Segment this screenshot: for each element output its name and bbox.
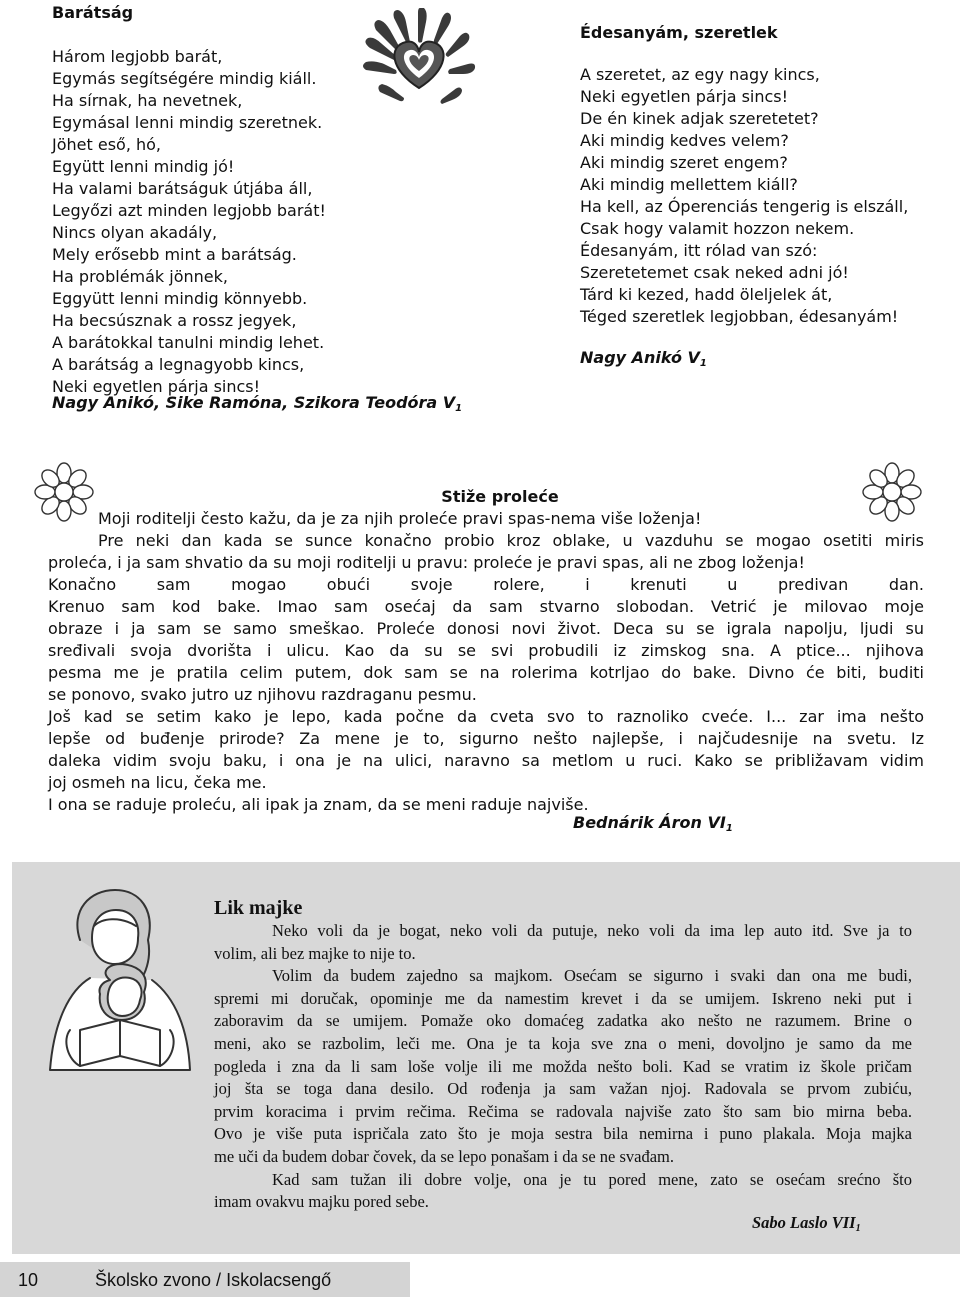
poem-line: Nincs olyan akadály, bbox=[52, 223, 218, 242]
paragraph-line: se ponovo, svako jutro uz njihovu razdraganu pesmu. bbox=[48, 685, 477, 704]
poem-line: Neki egyetlen párja sincs! bbox=[580, 87, 789, 106]
page-number: 10 bbox=[18, 1270, 39, 1290]
poem-line: Együtt lenni mindig jó! bbox=[52, 157, 235, 176]
paragraph-line: I ona se raduje proleću, ali ipak ja znam, da se meni raduje najviše. bbox=[48, 795, 589, 814]
poem-line: Eggyütt lenni mindig könnyebb. bbox=[52, 289, 308, 308]
paragraph-line: volim, ali bez majke to nije to. bbox=[214, 943, 416, 963]
paragraph-line: Konačno sam mogao obući svoje rolere, i krenuti u predivan dan. bbox=[48, 575, 924, 594]
poem-line: Tárd ki kezed, hadd öleljelek át, bbox=[580, 285, 833, 304]
paragraph-line: Pre neki dan kada se sunce konačno probio kroz oblake, u vazduhu se mogao osetiti miris bbox=[98, 531, 924, 550]
poem-line: A barátság a legnagyobb kincs, bbox=[52, 355, 305, 374]
poem-line: Jöhet eső, hó, bbox=[52, 135, 162, 154]
story2-author: Sabo Laslo $VII_1$ bbox=[752, 1213, 861, 1234]
paragraph-line: Kad sam tužan ili dobre volje, ona je tu pored mene, zato se osećam srećno što bbox=[272, 1169, 912, 1189]
poem-line: Egymásal lenni mindig szeretnek. bbox=[52, 113, 323, 132]
paragraph-line: joj šta se toga dana desilo. Od rođenja ja sam važan njoj. Radovala se prvom zubiću, bbox=[214, 1079, 912, 1099]
poem-line: Aki mindig mellettem kiáll? bbox=[580, 175, 798, 194]
paragraph-line: imam ovakvu majku pored sebe. bbox=[214, 1192, 429, 1212]
paragraph-line: Volim da budem zajedno sa majkom. Osećam se sigurno i svaki dan ona me budi, bbox=[272, 966, 912, 986]
paragraph-line: lepše od buđenje prirode? Za mene je to, sigurno nešto najlepše, i najčudesnije na svetu. Iz bbox=[48, 729, 924, 748]
paragraph-line: daleka vidim svoju baku, i ona je na ulici, naravno sa metlom u ruci. Kako se približavam vidim bbox=[48, 751, 924, 770]
poem-line: Ha kell, az Óperenciás tengerig is elszáll, bbox=[580, 197, 909, 216]
paragraph-line: prvim koracima i prvim rečima. Rečima se radovala najviše zato što sam bio mirna beba. bbox=[214, 1101, 912, 1121]
poem-line: Mely erősebb mint a barátság. bbox=[52, 245, 297, 264]
mother-child-reading-icon bbox=[40, 880, 210, 1080]
poem-line: A barátokkal tanulni mindig lehet. bbox=[52, 333, 325, 352]
paragraph-line: proleća, i ja sam shvatio da su moji roditelji u pravu: proleće je pravi spas, ali ne zbog loženja! bbox=[48, 553, 805, 572]
poem-line: Ha sírnak, ha nevetnek, bbox=[52, 91, 243, 110]
paragraph-line: pogleda i zna da li sam loše volje ili me možda nešto boli. Kad se vratim iz škole pričam bbox=[214, 1056, 912, 1076]
poem-line: Ha becsúsznak a rossz jegyek, bbox=[52, 311, 297, 330]
poem-line: Ha problémák jönnek, bbox=[52, 267, 228, 286]
poem-line: Neki egyetlen párja sincs! bbox=[52, 377, 261, 396]
paragraph-line: me uči da budem dobar čovek, da se lepo ponašam i da se ne svađam. bbox=[214, 1146, 675, 1166]
story2-title: Lik majke bbox=[214, 897, 303, 919]
poem1-title: Barátság bbox=[52, 3, 134, 22]
poem1-author: Nagy Anikó, Sike Ramóna, Szikora Teodóra $V_1$ bbox=[52, 393, 463, 414]
paragraph-line: Neko voli da je bogat, neko voli da putuje, neko voli da ima lep auto itd. Sve ja to bbox=[272, 921, 912, 940]
paragraph-line: Ovo je više puta ispričala zato što je moja sestra bila nemirna i puno plakala. Moja majka bbox=[214, 1124, 912, 1144]
poem-line: Legyőzi azt minden legjobb barát! bbox=[52, 201, 326, 220]
poem-line: Ha valami barátságuk útjába áll, bbox=[52, 179, 313, 198]
poem-line: Aki mindig szeret engem? bbox=[580, 153, 788, 172]
paragraph-line: meni, ako se razbolim, leči me. Ona je ta koja sve zna o meni, dovoljno je samo da me bbox=[214, 1033, 912, 1053]
paragraph-line: spremi mi doručak, opominje me da namestim krevet i da se umijem. Iskreno neki put i bbox=[214, 988, 912, 1008]
story2-body bbox=[214, 920, 912, 1214]
paragraph-line: pesma me je pratila celim putem, dok sam se na rolerima kotrljao do bake. Divno će biti, buditi bbox=[48, 663, 924, 682]
publication-name: Školsko zvono / Iskolacsengő bbox=[95, 1270, 332, 1290]
paragraph-line: obraze i ja sam se samo smeškao. Proleće donosi novi život. Deca su se igrala napolju, ljudi su bbox=[48, 619, 924, 638]
paragraph-line: Još kad se setim kako je lepo, kada počne da cveta svo to raznoliko cveće. I... zar ima nešto bbox=[48, 707, 924, 726]
poem-line: Egymás segítségére mindig kiáll. bbox=[52, 69, 317, 88]
poem1-body bbox=[52, 46, 326, 398]
story1-body bbox=[48, 508, 924, 816]
poem-line: De én kinek adjak szeretetet? bbox=[580, 109, 819, 128]
paragraph-line: zaboravim da se umijem. Pomaže oko domaćeg zadatka ako nešto ne razumem. Brine o bbox=[214, 1011, 912, 1031]
story1-author: Bednárik Áron $VI_1$ bbox=[573, 813, 733, 834]
poem2-title: Édesanyám, szeretlek bbox=[580, 23, 778, 42]
poem-line: A szeretet, az egy nagy kincs, bbox=[580, 65, 820, 84]
story1-title: Stiže proleće bbox=[441, 487, 559, 506]
poem-line: Szeretetemet csak neked adni jó! bbox=[580, 263, 849, 282]
poem-line: Téged szeretlek legjobban, édesanyám! bbox=[580, 307, 899, 326]
poem2-author: Nagy Anikó $V_1$ bbox=[580, 348, 707, 369]
paragraph-line: sređivali svoja dvorišta i ulicu. Kao da su se svi probudili iz zimskog sna. A ptice... njihova bbox=[48, 641, 924, 660]
poem-line: Édesanyám, itt rólad van szó: bbox=[580, 241, 818, 260]
paragraph-line: Krenuo sam kod bake. Imao sam osećaj da sam stvarno slobodan. Vetrić je milovao moje bbox=[48, 597, 924, 616]
paragraph-line: Moji roditelji često kažu, da je za njih proleće pravi spas-nema više loženja! bbox=[98, 509, 702, 528]
poem-line: Három legjobb barát, bbox=[52, 47, 223, 66]
paragraph-line: joj osmeh na licu, čeka me. bbox=[48, 773, 267, 792]
poem2-body bbox=[580, 64, 908, 328]
hands-heart-icon bbox=[360, 8, 478, 108]
poem-line: Aki mindig kedves velem? bbox=[580, 131, 789, 150]
poem-line: Csak hogy valamit hozzon nekem. bbox=[580, 219, 855, 238]
